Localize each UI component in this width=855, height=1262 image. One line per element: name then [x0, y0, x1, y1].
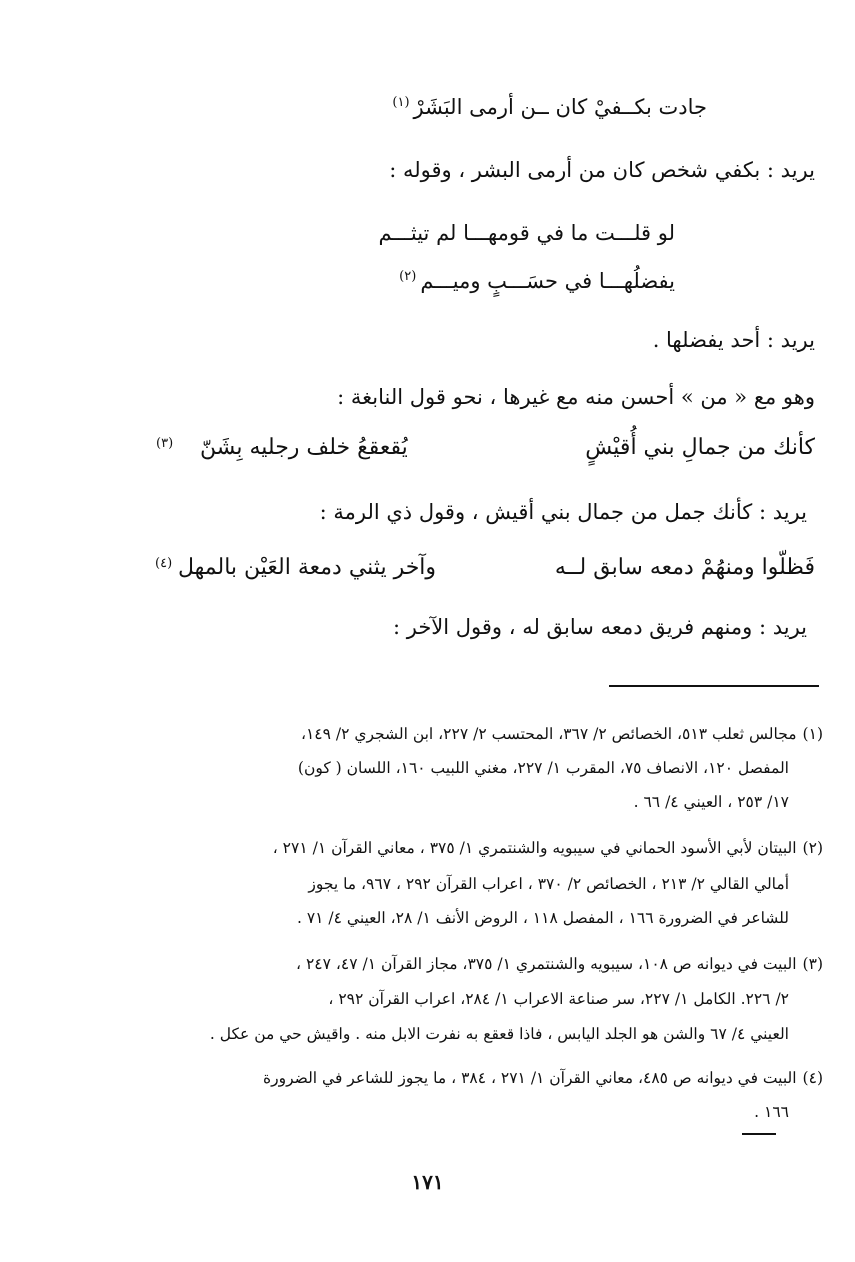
verse-text: جادت بكــفيْ كان ــن أرمى البَشَرْ	[413, 95, 707, 119]
footnote-line	[301, 718, 823, 750]
verse-left-hemistich	[178, 552, 436, 584]
footnote-line	[308, 868, 789, 900]
hemistich-text: كأنك من جمالِ بني أُقيْشٍ	[585, 435, 815, 460]
body-text: وهو مع « من » أحسن منه مع غيرها ، نحو قول النابغة :	[337, 385, 815, 409]
hemistich-text: يُقعقعُ خلف رجليه بِشَنّ	[200, 435, 408, 460]
verse-line-1	[392, 88, 707, 122]
body-text: يريد : كأنك جمل من جمال بني أقيش ، وقول ذي الرمة :	[319, 500, 807, 524]
footnote-text: البيتان لأبي الأسود الحماني في سيبويه والشنتمري ١/ ٣٧٥ ، معاني القرآن ١/ ٢٧١ ،	[272, 839, 797, 857]
footnote-text: البيت في ديوانه ص ٤٨٥، معاني القرآن ١/ ٢٧١ ، ٣٨٤ ، ما يجوز للشاعر في الضرورة	[263, 1069, 797, 1087]
footnote-text: أمالي القالي ٢/ ٢١٣ ، الخصائص ٢/ ٣٧٠ ، اعراب القرآن ٢٩٢ ، ٩٦٧، ما يجوز	[308, 875, 789, 893]
footnote-ref: (٢)	[399, 269, 417, 284]
body-text: يريد : بكفي شخص كان من أرمى البشر ، وقوله :	[389, 158, 815, 182]
footnote-text: مجالس ثعلب ٥١٣، الخصائص ٢/ ٣٦٧، المحتسب ٢/ ٢٢٧، ابن الشجري ٢/ ١٤٩،	[300, 725, 797, 743]
footnote-number: (٤)	[802, 1069, 823, 1087]
footnote-ref: (١)	[392, 95, 410, 110]
verse-line-4	[399, 262, 675, 296]
verse-text: يفضلُهـــا في حسَـــبٍ وميـــم	[420, 269, 675, 293]
hemistich-text: وآخر يثني دمعة العَيْن بالمهل	[178, 555, 437, 580]
footnote-number: (١)	[802, 725, 823, 743]
footnote-line	[298, 752, 789, 784]
footnote-line	[296, 948, 823, 980]
body-text: يريد : أحد يفضلها .	[652, 328, 815, 352]
footnote-text: ٢/ ٢٢٦. الكامل ١/ ٢٢٧، سر صناعة الاعراب ١/ ٢٨٤، اعراب القرآن ٢٩٢ ،	[328, 990, 789, 1008]
verse-left-hemistich	[200, 432, 408, 464]
footnote-text: للشاعر في الضرورة ١٦٦ ، المفصل ١١٨ ، الروض الأنف ١/ ٢٨، العيني ٤/ ٧١ .	[296, 909, 789, 927]
body-line-2	[389, 155, 815, 185]
body-line-6	[337, 382, 815, 412]
footnote-line	[210, 1018, 789, 1050]
footnote-text: البيت في ديوانه ص ١٠٨، سيبويه والشنتمري ١/ ٣٧٥، مجاز القرآن ١/ ٤٧، ٢٤٧ ،	[296, 955, 797, 973]
footnote-line	[263, 1062, 823, 1094]
footnote-line	[328, 983, 789, 1015]
hemistich-text: فَظلّوا ومنهُمْ دمعه سابق لــه	[554, 555, 815, 580]
footnote-number: (٣)	[802, 955, 823, 973]
footnote-text: ١٧/ ٢٥٣ ، العيني ٤/ ٦٦ .	[633, 793, 789, 811]
footnote-line	[273, 832, 823, 864]
footnote-separator	[609, 685, 819, 687]
verse-right-hemistich	[585, 432, 815, 464]
body-line-10	[393, 612, 807, 642]
footnote-text: ١٦٦ .	[754, 1103, 789, 1121]
verse-text: لو قلـــت ما في قومهـــا لم تيثـــم	[378, 221, 675, 245]
footnote-line	[634, 786, 789, 818]
footnote-line	[297, 902, 789, 934]
footnote-line	[754, 1096, 789, 1128]
underline-mark	[742, 1133, 776, 1135]
footnote-ref: (٣)	[156, 436, 174, 451]
body-text: يريد : ومنهم فريق دمعه سابق له ، وقول الآخر :	[392, 615, 807, 639]
verse-right-hemistich	[555, 552, 815, 584]
footnote-text: العيني ٤/ ٦٧ والشن هو الجلد اليابس ، فاذا قعقع به نفرت الابل منه . واقيش حي من عكل .	[209, 1025, 789, 1043]
body-line-8	[320, 497, 807, 527]
footnote-ref: (٤)	[155, 556, 173, 571]
verse-line-3	[378, 218, 675, 248]
page-number: ١٧١	[411, 1170, 444, 1194]
body-line-5	[653, 325, 815, 355]
footnote-text: المفصل ١٢٠، الانصاف ٧٥، المقرب ١/ ٢٢٧، مغني اللبيب ١٦٠، اللسان ( كون)	[297, 759, 789, 777]
footnote-number: (٢)	[802, 839, 823, 857]
